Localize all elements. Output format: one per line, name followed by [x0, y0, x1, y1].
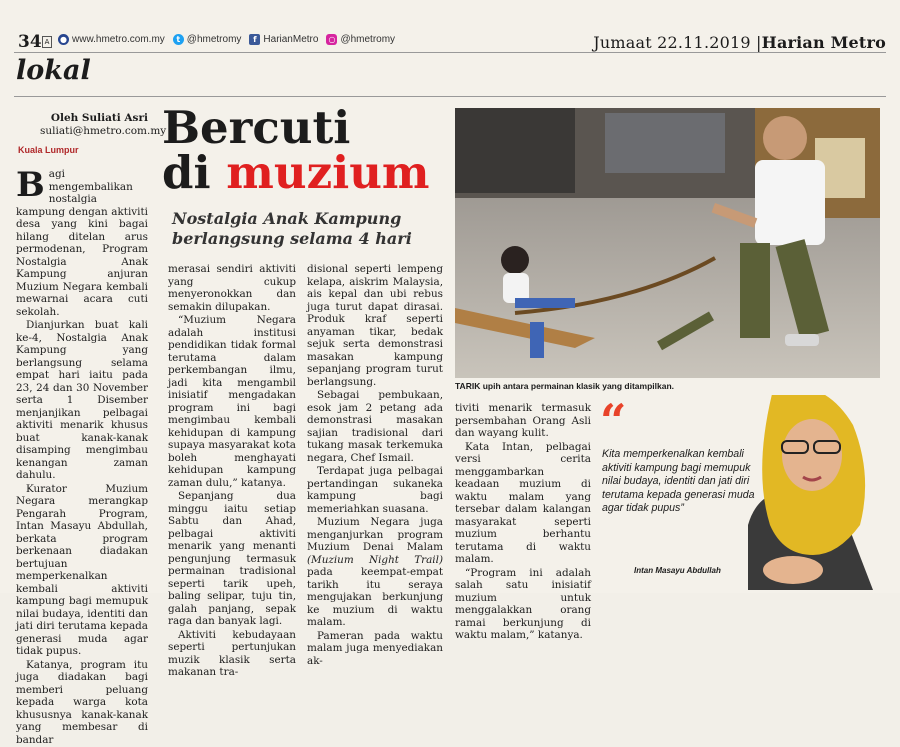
- body-column-2: [168, 263, 296, 680]
- separator: |: [756, 33, 762, 52]
- paragraph: Sebagai pembukaan, esok jam 2 petang ada demonstrasi masakan sajian tradisional dari tukang masak terkemuka negara, Chef Ismail.: [307, 389, 443, 464]
- paragraph: Aktiviti kebudayaan seperti pertunjukan muzik klasik serta makanan tra-: [168, 628, 296, 678]
- author-name: Oleh Suliati Asri: [50, 112, 148, 124]
- headline-highlight: muzium: [226, 146, 430, 199]
- body-column-4: [455, 402, 591, 643]
- headline-line2: di muzium: [162, 146, 430, 199]
- header-divider: [14, 52, 886, 53]
- headline-deck: Nostalgia Anak Kampung berlangsung selama 4 hari: [172, 209, 412, 248]
- body-column-1: [16, 165, 148, 747]
- paragraph: Muzium Negara juga menganjurkan program Muzium Denai Malam (Muzium Night Trail) pada keempat-empat tarikh itu seraya mengujakan berkunjung ke muzium di waktu malam.: [307, 516, 443, 628]
- paragraph: Dianjurkan buat kali ke-4, Nostalgia Anak Kampung yang berlangsung selama empat hari iaitu pada 23, 24 dan 30 November serta 1 Disember menjanjikan pelbagai aktiviti menarik khusus buat kanak-kanak disamping mengimbau kenangan zaman dahulu.: [16, 319, 148, 481]
- twitter-icon: t: [173, 34, 184, 45]
- paragraph: merasai sendiri aktiviti yang cukup menyeronokkan dan semakin dilupakan.: [168, 263, 296, 313]
- publication-name: Harian Metro: [761, 33, 886, 52]
- social-facebook[interactable]: f HarianMetro: [249, 34, 318, 45]
- photo-illustration: [455, 108, 880, 378]
- page-mark: A: [42, 36, 52, 48]
- social-website[interactable]: ● www.hmetro.com.my: [60, 34, 165, 45]
- globe-icon: ●: [58, 34, 69, 45]
- headline: [162, 101, 462, 199]
- instagram-icon: ○: [326, 34, 337, 45]
- section-divider: [14, 96, 886, 97]
- social-links: [58, 34, 395, 45]
- headline-line1: Bercuti: [162, 101, 351, 154]
- paragraph: Bagi mengembalikan nostalgia kampung dengan aktiviti desa yang kini bagai hilang ditelan arus permodenan, Program Nostalgia Anak Kampung anjuran Muzium Negara kembali mewarnai acara cuti sekolah.: [16, 165, 148, 318]
- pull-quote-text: Kita memperkenalkan kembali aktiviti kampung bagi memupuk nilai budaya, identiti dan jati diri terutama kepada generasi muda agar tidak pupus”: [602, 448, 755, 514]
- paragraph: Katanya, program itu juga diadakan bagi memberi peluang kepada warga kota khususnya kanak-kanak yang membesar di bandar: [16, 658, 148, 746]
- paragraph: Kata Intan, pelbagai versi cerita menggambarkan keadaan muzium di waktu malam yang tersebar dalam kalangan masyarakat seperti muzium berhantu terutama di waktu malam.: [455, 440, 591, 565]
- issue-dateline: [593, 33, 886, 52]
- quote-credit: Intan Masayu Abdullah: [634, 566, 721, 575]
- paragraph: Kurator Muzium Negara merangkap Pengarah Program, Intan Masayu Abdullah, berkata program berkenaan diadakan bertujuan memperkenalkan kembali aktiviti kampung bagi memupuk nilai budaya, identiti dan jati diri terutama kepada generasi muda agar tidak pupus.: [16, 482, 148, 657]
- facebook-icon: f: [249, 34, 260, 45]
- section-name: lokal: [16, 55, 91, 86]
- paragraph: disional seperti lempeng kelapa, aiskrim Malaysia, ais kepal dan ubi rebus juga turut dapat dirasai. Produk kraf seperti anyaman tikar, bedak sejuk serta demonstrasi masakan kampung sepanjang program turut berlangsung.: [307, 263, 443, 388]
- paragraph: “Program ini adalah salah satu inisiatif muzium untuk menggalakkan orang ramai berkunjung di waktu malam,” katanya.: [455, 566, 591, 641]
- issue-date: Jumaat 22.11.2019: [593, 33, 751, 52]
- paragraph: tiviti menarik termasuk persembahan Orang Asli dan wayang kulit.: [455, 402, 591, 439]
- paragraph: Sepanjang dua minggu iaitu setiap Sabtu dan Ahad, pelbagai aktiviti menarik yang menanti pengunjung termasuk permainan tradisional seperti tarik upeh, baling selipar, tuju tin, galah panjang, sepak raga dan banyak lagi.: [168, 490, 296, 627]
- photo-caption: TARIK upih antara permainan klasik yang ditampilkan.: [455, 381, 675, 391]
- page-header: [0, 0, 900, 50]
- social-twitter[interactable]: t @hmetromy: [173, 34, 242, 45]
- paragraph: Pameran pada waktu malam juga menyediakan ak-: [307, 629, 443, 667]
- author-email[interactable]: suliati@hmetro.com.my: [40, 125, 167, 137]
- paragraph: “Muzium Negara adalah institusi pendidikan tidak formal terutama dalam perkembangan ilmu, jadi kita mengambil inisiatif mengadakan program ini bagi mengimbau kembali kehidupan di kampung supaya masyarakat kota boleh menghayati kehidupan kampung zaman dulu,” katanya.: [168, 314, 296, 489]
- page-number: 34: [18, 32, 42, 52]
- byline: [40, 112, 167, 138]
- body-column-3: [307, 263, 443, 668]
- paragraph: Terdapat juga pelbagai pertandingan sukaneka kampung bagi memeriahkan suasana.: [307, 465, 443, 515]
- dateline-city: Kuala Lumpur: [18, 145, 79, 155]
- social-instagram[interactable]: ○ @hmetromy: [328, 34, 396, 45]
- main-photo: [455, 108, 880, 378]
- drop-cap: B: [16, 165, 45, 205]
- quote-mark-icon: “: [600, 394, 627, 448]
